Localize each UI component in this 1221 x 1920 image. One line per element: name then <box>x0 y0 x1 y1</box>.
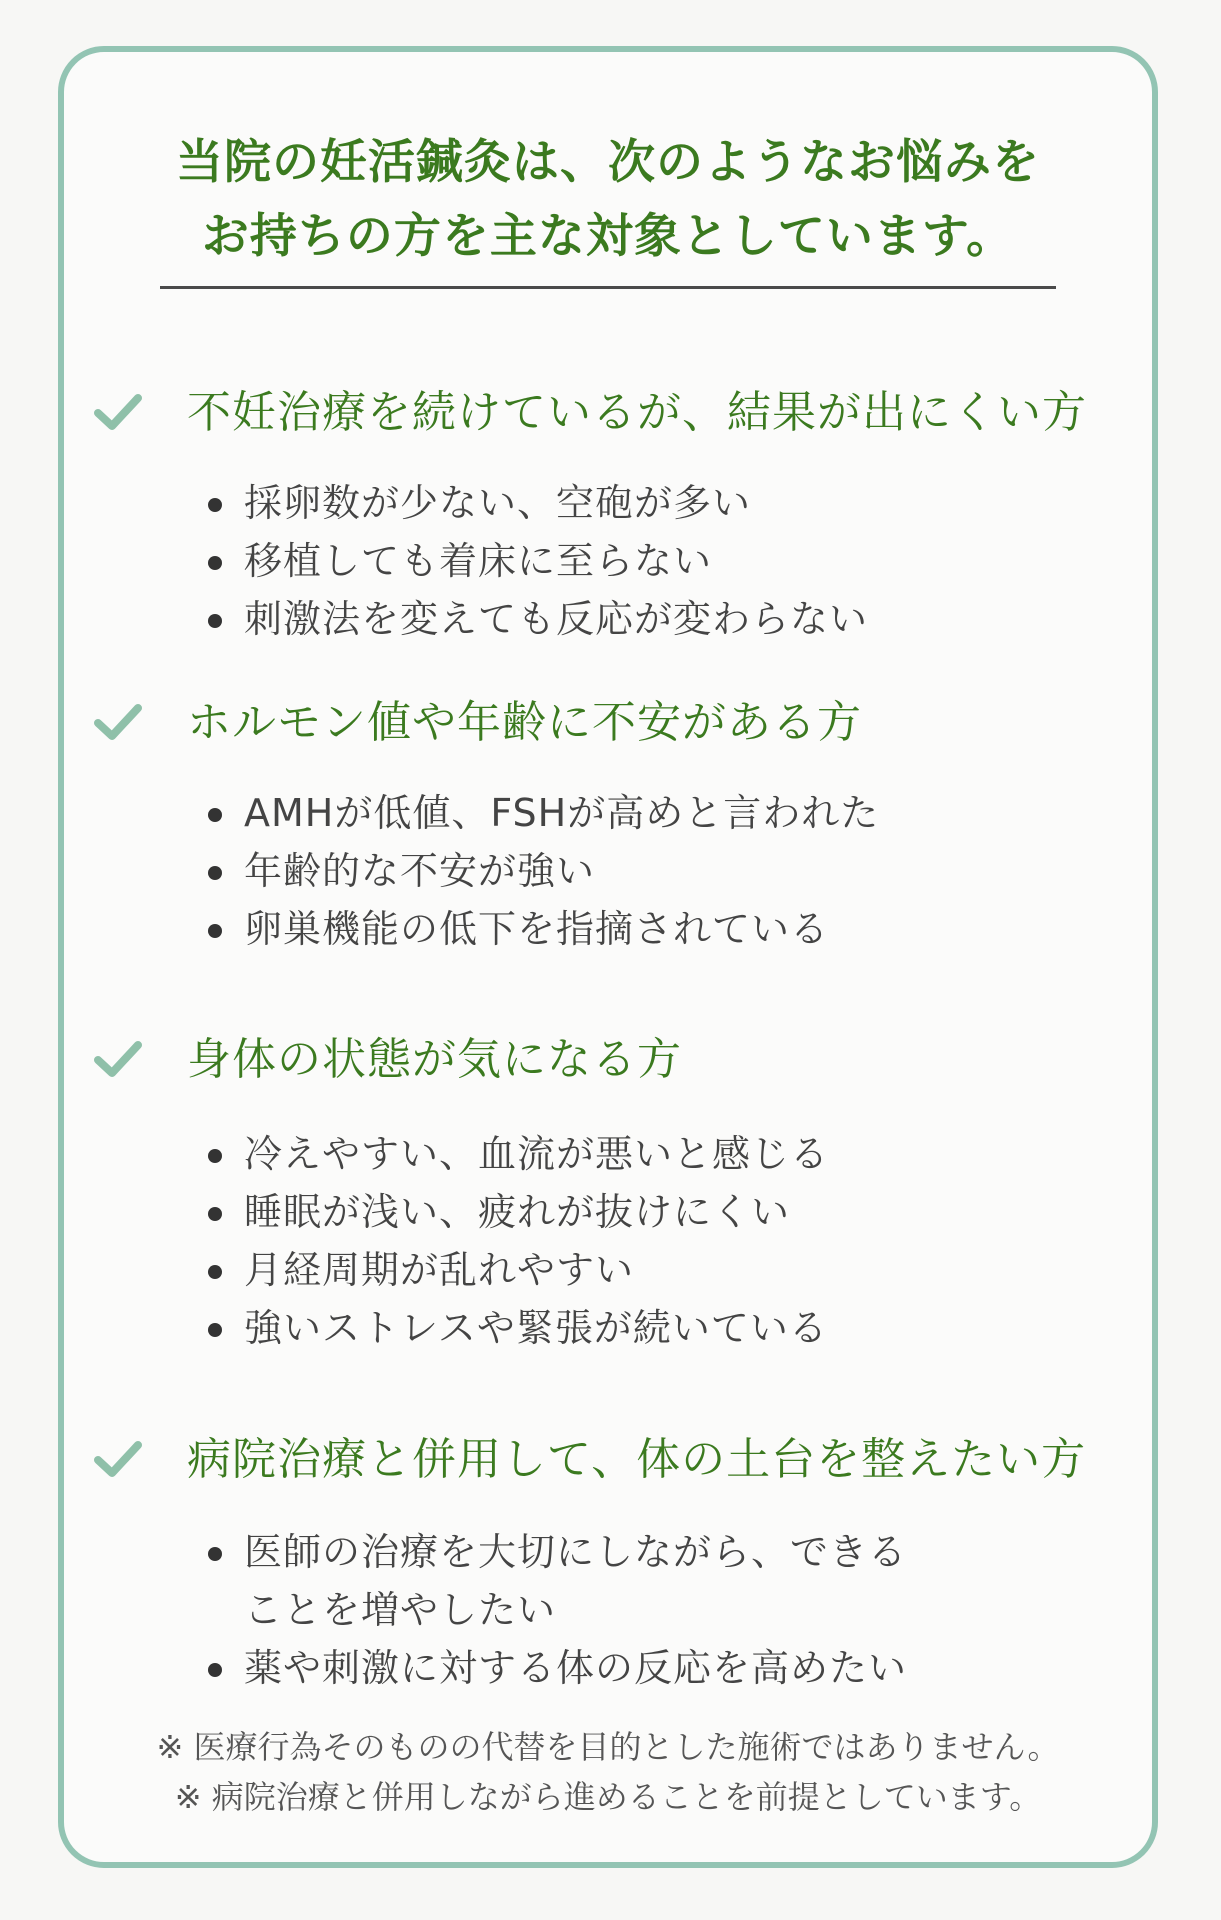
section-heading <box>94 380 1132 450</box>
list-item: AMHが低値、FSHが高めと言われた <box>94 784 879 842</box>
section-heading-text: 身体の状態が気になる方 <box>187 1034 682 1085</box>
section-combined-care <box>94 1427 1132 1690</box>
bullet-list <box>94 1523 907 1697</box>
list-item: 年齢的な不安が強い <box>94 842 879 900</box>
footnotes <box>64 1722 1152 1822</box>
section-heading <box>94 690 1132 760</box>
section-heading-text: 不妊治療を続けているが、結果が出にくい方 <box>187 387 1087 438</box>
list-item: 医師の治療を大切にしながら、できる <box>94 1523 907 1581</box>
title-divider <box>160 286 1056 289</box>
list-item: 刺激法を変えても反応が変わらない <box>94 590 868 648</box>
list-item: 睡眠が浅い、疲れが抜けにくい <box>94 1183 829 1241</box>
section-heading <box>94 1427 1132 1497</box>
info-card <box>58 46 1158 1868</box>
section-body-condition <box>94 1027 1132 1350</box>
list-item: 採卵数が少ない、空砲が多い <box>94 474 868 532</box>
section-heading-text: ホルモン値や年齢に不安がある方 <box>187 697 862 748</box>
bullet-list <box>94 1125 829 1357</box>
list-item: 卵巣機能の低下を指摘されている <box>94 900 879 958</box>
checkmark-icon <box>94 1439 142 1479</box>
list-item: 強いストレスや緊張が続いている <box>94 1299 829 1357</box>
section-infertility-treatment <box>94 380 1132 641</box>
footnote: ※ 医療行為そのものの代替を目的とした施術ではありません。 <box>156 1728 1060 1766</box>
list-item-continuation: ことを増やしたい <box>244 1588 557 1632</box>
checkmark-icon <box>94 392 142 432</box>
card-title <box>64 126 1152 274</box>
bullet-list <box>94 784 879 958</box>
checkmark-icon <box>94 702 142 742</box>
list-item: 薬や刺激に対する体の反応を高めたい <box>94 1639 907 1697</box>
section-hormone-age <box>94 690 1132 951</box>
section-heading <box>94 1027 1132 1097</box>
list-item: 冷えやすい、血流が悪いと感じる <box>94 1125 829 1183</box>
title-line-2: お持ちの方を主な対象としています。 <box>201 209 1015 264</box>
section-heading-text: 病院治療と併用して、体の土台を整えたい方 <box>187 1434 1087 1485</box>
list-item: 移植しても着床に至らない <box>94 532 868 590</box>
title-line-1: 当院の妊活鍼灸は、次のようなお悩みを <box>176 135 1040 190</box>
checkmark-icon <box>94 1039 142 1079</box>
list-item: 月経周期が乱れやすい <box>94 1241 829 1299</box>
bullet-list <box>94 474 868 648</box>
footnote: ※ 病院治療と併用しながら進めることを前提としています。 <box>174 1778 1042 1816</box>
